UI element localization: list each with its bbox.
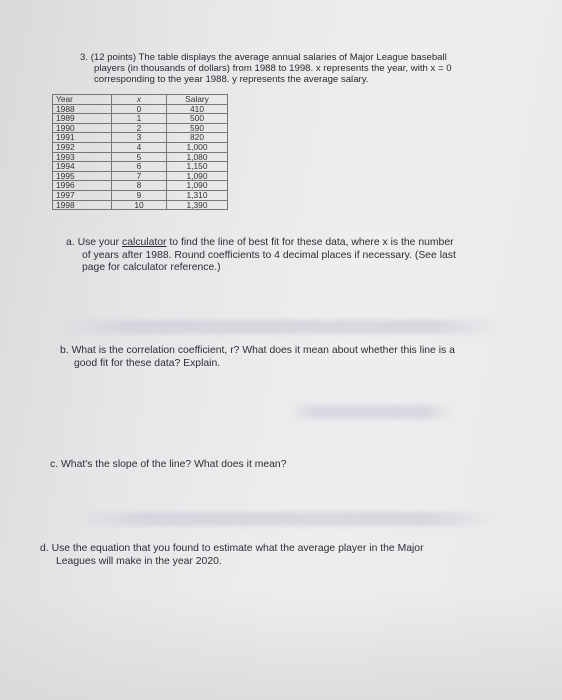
cell-x: 0 bbox=[112, 104, 167, 114]
cell-salary: 1,000 bbox=[167, 142, 228, 152]
part-b-line1: What is the correlation coefficient, r? What does it mean about whether this line is a bbox=[71, 345, 455, 356]
question-number: 3. bbox=[80, 52, 89, 63]
cell-x: 2 bbox=[112, 123, 167, 133]
cell-salary: 1,150 bbox=[167, 162, 228, 172]
cell-salary: 1,090 bbox=[167, 171, 228, 181]
part-c-label: c. bbox=[50, 459, 59, 470]
cell-year: 1994 bbox=[53, 162, 112, 172]
cell-year: 1988 bbox=[53, 104, 112, 114]
table-row bbox=[53, 162, 228, 172]
question-intro-line3: corresponding to the year 1988. y represents the average salary. bbox=[94, 74, 369, 85]
cell-year: 1996 bbox=[53, 181, 112, 191]
part-d-line2: Leagues will make in the year 2020. bbox=[56, 555, 222, 567]
page-bottom-shadow bbox=[0, 590, 562, 700]
cell-year: 1997 bbox=[53, 190, 112, 200]
part-d-label: d. bbox=[40, 543, 49, 554]
calculator-underlined: calculator bbox=[122, 237, 167, 248]
part-b-line2: good fit for these data? Explain. bbox=[74, 357, 221, 369]
cell-year: 1995 bbox=[53, 171, 112, 181]
table-header-row bbox=[53, 95, 228, 105]
cell-x: 8 bbox=[112, 181, 167, 191]
part-a-line3: page for calculator reference.) bbox=[82, 262, 221, 273]
salary-table bbox=[52, 94, 228, 210]
cell-salary: 500 bbox=[167, 114, 228, 124]
part-a-line1-pre: Use your bbox=[77, 237, 123, 248]
part-b bbox=[60, 345, 540, 370]
cell-salary: 1,090 bbox=[167, 181, 228, 191]
cell-salary: 1,310 bbox=[167, 190, 228, 200]
question-intro-line2: players (in thousands of dollars) from 1988 to 1998. x represents the year, with x = 0 bbox=[94, 63, 452, 74]
table-row bbox=[53, 114, 228, 124]
cell-x: 7 bbox=[112, 171, 167, 181]
part-b-label: b. bbox=[60, 345, 69, 356]
part-c bbox=[50, 459, 530, 472]
cell-salary: 820 bbox=[167, 133, 228, 143]
table-body bbox=[53, 104, 228, 210]
part-a-line1-post: to find the line of best fit for these data, where x is the number bbox=[166, 237, 454, 248]
cell-year: 1992 bbox=[53, 142, 112, 152]
part-d-line1: Use the equation that you found to estimate what the average player in the Major bbox=[51, 543, 424, 554]
cell-year: 1993 bbox=[53, 152, 112, 162]
cell-salary: 1,390 bbox=[167, 200, 228, 210]
cell-x: 5 bbox=[112, 152, 167, 162]
cell-x: 4 bbox=[112, 142, 167, 152]
part-d bbox=[40, 543, 540, 568]
column-header-salary: Salary bbox=[167, 95, 228, 105]
cell-x: 6 bbox=[112, 162, 167, 172]
cell-x: 1 bbox=[112, 114, 167, 124]
cell-x: 9 bbox=[112, 190, 167, 200]
column-header-x: x bbox=[112, 95, 167, 105]
cell-year: 1991 bbox=[53, 133, 112, 143]
part-c-line1: What's the slope of the line? What does it mean? bbox=[60, 459, 287, 470]
part-a-label: a. bbox=[66, 237, 75, 248]
bleed-through-shadow bbox=[290, 405, 450, 419]
cell-salary: 590 bbox=[167, 123, 228, 133]
column-header-year: Year bbox=[53, 95, 112, 105]
part-a-line2: of years after 1988. Round coefficients to 4 decimal places if necessary. (See last bbox=[82, 249, 456, 261]
cell-salary: 1,080 bbox=[167, 152, 228, 162]
bleed-through-shadow bbox=[60, 320, 500, 334]
question-intro-line1: (12 points) The table displays the average annual salaries of Major League baseball bbox=[90, 52, 447, 63]
table-row bbox=[53, 181, 228, 191]
cell-year: 1998 bbox=[53, 200, 112, 210]
cell-year: 1989 bbox=[53, 114, 112, 124]
cell-year: 1990 bbox=[53, 123, 112, 133]
question-header bbox=[80, 52, 550, 85]
part-a bbox=[66, 237, 536, 275]
cell-salary: 410 bbox=[167, 104, 228, 114]
cell-x: 3 bbox=[112, 133, 167, 143]
cell-x: 10 bbox=[112, 200, 167, 210]
table-row bbox=[53, 190, 228, 200]
table-row bbox=[53, 142, 228, 152]
table-row bbox=[53, 200, 228, 210]
bleed-through-shadow bbox=[75, 512, 495, 526]
